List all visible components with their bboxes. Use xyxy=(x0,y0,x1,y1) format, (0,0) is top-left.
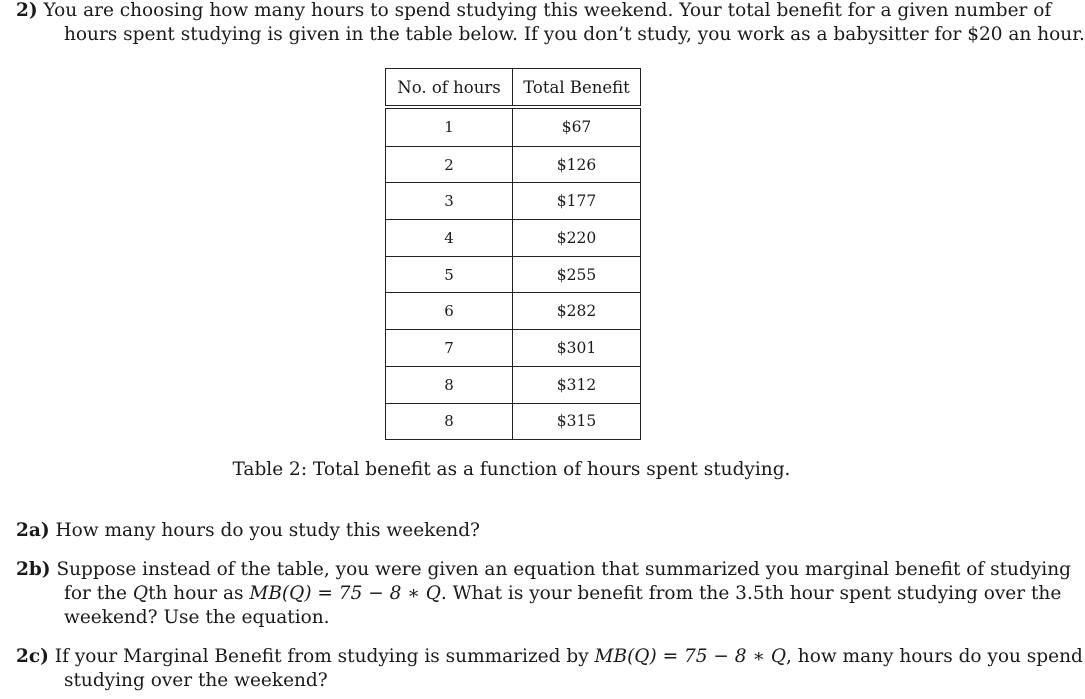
cell-hours: 5 xyxy=(386,257,513,293)
cell-hours: 1 xyxy=(386,109,513,146)
part-b-equation: MB(Q) = 75 − 8 ∗ Q xyxy=(249,583,441,604)
header-benefit: Total Benefit xyxy=(523,77,630,97)
cell-benefit: $220 xyxy=(556,228,597,247)
cell-hours: 4 xyxy=(386,220,513,256)
part-b xyxy=(16,558,1071,630)
part-c xyxy=(16,645,1083,693)
problem-statement xyxy=(16,0,1085,47)
table-row xyxy=(386,329,640,366)
part-a xyxy=(16,519,1012,543)
part-c-equation: MB(Q) = 75 − 8 ∗ Q xyxy=(594,646,787,667)
table-row xyxy=(386,109,640,146)
part-b-text-2b: th hour as xyxy=(148,583,250,604)
cell-benefit: $255 xyxy=(556,265,597,284)
cell-hours: 7 xyxy=(386,330,513,366)
table-body xyxy=(385,108,641,440)
part-b-line-2 xyxy=(16,582,1062,606)
table-caption: Table 2: Total benefit as a function of hours spent studying. xyxy=(232,459,791,480)
part-b-number: 2b) xyxy=(16,559,51,580)
part-c-line-2: studying over the weekend? xyxy=(64,670,328,691)
cell-hours: 3 xyxy=(386,183,513,219)
part-c-number: 2c) xyxy=(16,646,49,667)
table-row xyxy=(386,182,640,219)
part-c-text-1a: If your Marginal Benefit from studying is summarized by xyxy=(54,646,595,667)
table-row xyxy=(386,219,640,256)
cell-hours: 8 xyxy=(386,367,513,403)
part-a-line xyxy=(16,519,1012,543)
part-b-text-1: Suppose instead of the table, you were given an equation that summarized you marginal benefit of studying xyxy=(56,559,1071,580)
cell-benefit: $315 xyxy=(556,412,597,431)
cell-benefit: $126 xyxy=(556,155,597,174)
cell-benefit: $312 xyxy=(556,375,597,394)
cell-hours: 2 xyxy=(386,147,513,183)
part-c-line-1 xyxy=(16,645,1083,669)
problem-number: 2) xyxy=(16,0,38,21)
table-row xyxy=(386,256,640,293)
part-b-text-2a: for the xyxy=(64,583,133,604)
table-header xyxy=(385,68,641,106)
cell-benefit: $67 xyxy=(561,118,592,137)
cell-benefit: $301 xyxy=(556,338,597,357)
part-b-q-symbol: Q xyxy=(132,583,149,604)
part-c-text-1b: , how many hours do you spend xyxy=(786,646,1083,667)
cell-benefit: $282 xyxy=(556,302,597,321)
cell-hours: 8 xyxy=(386,404,513,440)
part-b-line-3: weekend? Use the equation. xyxy=(64,607,330,628)
table-row xyxy=(386,403,640,440)
cell-benefit: $177 xyxy=(556,192,597,211)
table-row xyxy=(386,366,640,403)
part-b-text-2c: . What is your benefit from the 3.5th hour spent studying over the xyxy=(440,583,1062,604)
cell-hours: 6 xyxy=(386,293,513,329)
part-a-number: 2a) xyxy=(16,520,50,541)
table-row xyxy=(386,292,640,329)
problem-line-2: hours spent studying is given in the table below. If you don’t study, you work as a babysitter for $20 an hour. xyxy=(64,24,1085,45)
problem-line-1 xyxy=(16,0,1052,23)
part-a-text: How many hours do you study this weekend? xyxy=(55,520,480,541)
problem-text-1: You are choosing how many hours to spend studying this weekend. Your total benefit for a given number of xyxy=(43,0,1052,21)
table-row xyxy=(386,146,640,183)
header-hours: No. of hours xyxy=(386,69,513,105)
part-b-line-1 xyxy=(16,558,1071,582)
